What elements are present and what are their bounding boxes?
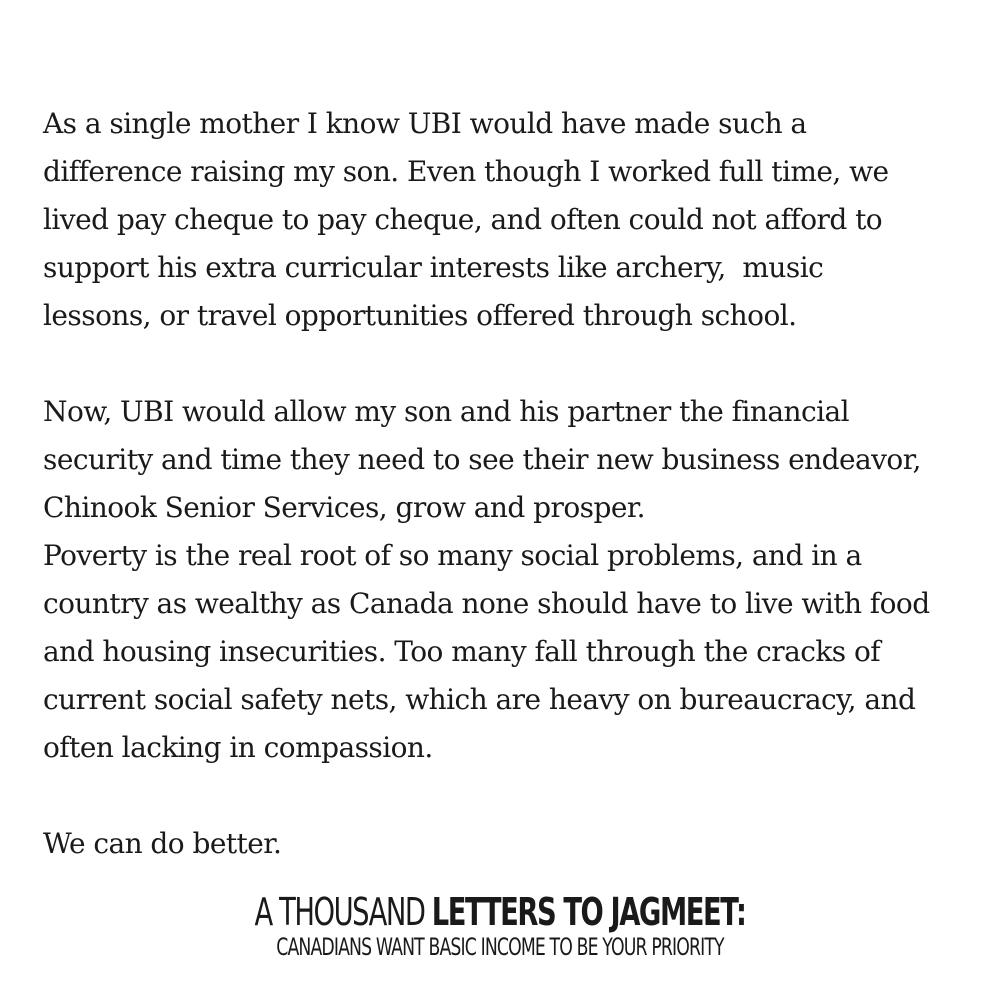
text-line: country as wealthy as Canada none should have to live with food: [43, 587, 930, 620]
text-line: As a single mother I know UBI would have made such a: [43, 107, 807, 140]
text-line: Now, UBI would allow my son and his partner the financial: [43, 395, 850, 428]
text-line: security and time they need to see their new business endeavor,: [43, 443, 921, 476]
paragraph-gap: [43, 340, 963, 388]
paragraph-gap: [43, 772, 963, 820]
campaign-subtitle: CANADIANS WANT BASIC INCOME TO BE YOUR PRIORITY: [276, 933, 724, 961]
text-line: support his extra curricular interests like archery, music: [43, 251, 824, 284]
closing-line: We can do better.: [43, 827, 282, 860]
campaign-title-bold: LETTERS TO JAGMEET:: [431, 890, 746, 934]
text-line: Chinook Senior Services, grow and prosper.: [43, 491, 645, 524]
text-line: often lacking in compassion.: [43, 731, 433, 764]
paragraph-ubi-business: [43, 388, 963, 532]
campaign-footer: [0, 890, 1000, 960]
campaign-title: [140, 890, 860, 934]
text-line: difference raising my son. Even though I worked full time, we: [43, 155, 889, 188]
text-line: lessons, or travel opportunities offered through school.: [43, 299, 797, 332]
text-line: and housing insecurities. Too many fall through the cracks of: [43, 635, 881, 668]
campaign-title-light: A THOUSAND: [254, 890, 432, 934]
paragraph-poverty: [43, 532, 963, 772]
paragraph-ubi-single-mother: [43, 100, 963, 340]
text-line: lived pay cheque to pay cheque, and often could not afford to: [43, 203, 883, 236]
text-line: current social safety nets, which are heavy on bureaucracy, and: [43, 683, 916, 716]
letter-body: [43, 100, 963, 868]
text-line: Poverty is the real root of so many social problems, and in a: [43, 539, 862, 572]
